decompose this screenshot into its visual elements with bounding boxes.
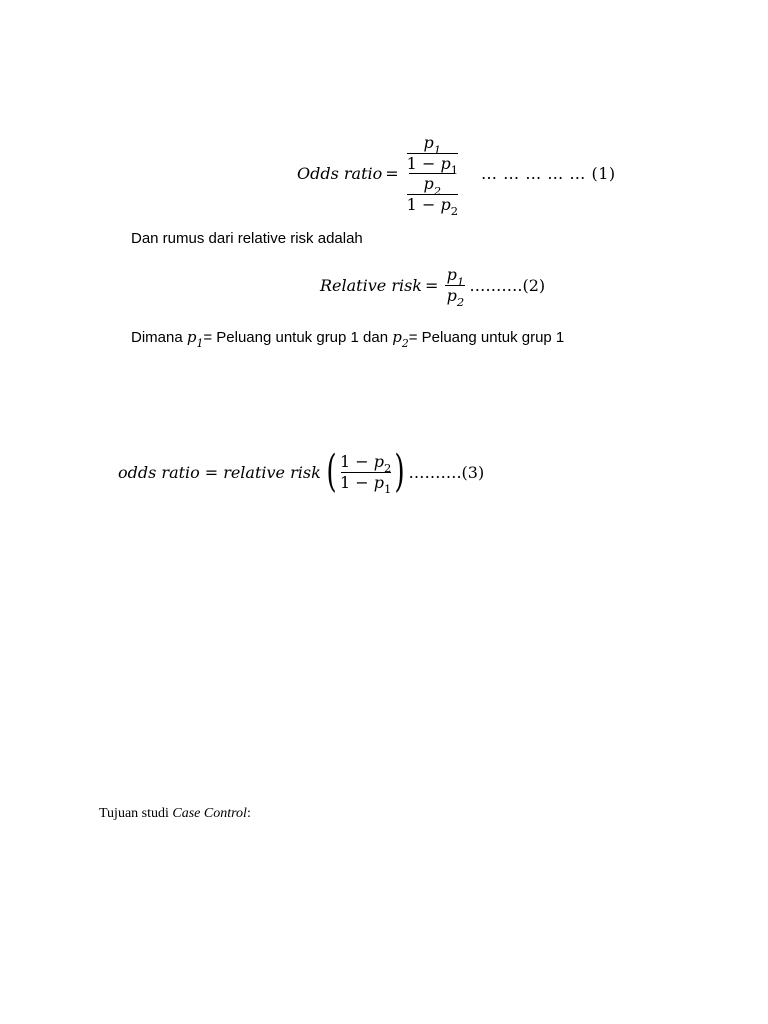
equation3-lhs: odds ratio (118, 462, 200, 482)
left-parenthesis: ( (326, 446, 337, 497)
equation3-number: ……….(3) (408, 462, 485, 482)
case-control-heading (99, 806, 251, 822)
equation1-lhs: Odds ratio (297, 164, 383, 184)
equation3-fraction (339, 451, 392, 497)
odds-relative-risk-equation (118, 446, 485, 497)
equation1-num-top: $p_1$ (423, 133, 442, 157)
definitions-part2: = Peluang untuk grup 1 dan (203, 329, 393, 346)
equation1-fraction (405, 133, 460, 219)
heading-part2: : (246, 806, 251, 821)
equation1-num-bottom: $1 - p_1$ (406, 153, 459, 178)
equation2-lhs: Relative risk (320, 275, 422, 295)
equation3-equals: = (204, 462, 219, 482)
odds-ratio-equation (297, 133, 616, 219)
equation2-numerator: $p_1$ (446, 265, 465, 289)
equation3-numerator: $1 - p_2$ (339, 451, 392, 476)
equation1-den-top: $p_2$ (423, 174, 442, 198)
right-parenthesis: ) (394, 446, 406, 497)
equation1-numerator-fraction (406, 133, 459, 178)
equation2-denominator: $p_2$ (446, 285, 465, 310)
equation2-equals: = (424, 275, 439, 295)
equation1-den-bottom: $1 - p_2$ (406, 194, 459, 219)
relative-risk-equation (320, 265, 546, 310)
equation1-equals: = (385, 164, 399, 184)
heading-italic: Case Control (172, 806, 247, 821)
heading-part1: Tujuan studi (99, 806, 173, 821)
p2-symbol: $p_2$ (392, 328, 409, 351)
equation1-number: … … … … … (1) (481, 164, 616, 184)
relative-risk-intro: Dan rumus dari relative risk adalah (131, 230, 363, 247)
equation1-denominator-fraction (406, 174, 459, 219)
variable-definitions (131, 328, 565, 351)
equation2-fraction (445, 265, 465, 310)
p1-symbol: $p_1$ (186, 328, 204, 351)
equation2-number: ……….(2) (469, 275, 546, 295)
definitions-part3: = Peluang untuk grup 1 (408, 329, 565, 346)
equation3-rhs: relative risk (223, 462, 321, 482)
definitions-part1: Dimana (131, 329, 187, 346)
equation3-denominator: $1 - p_1$ (339, 472, 392, 497)
